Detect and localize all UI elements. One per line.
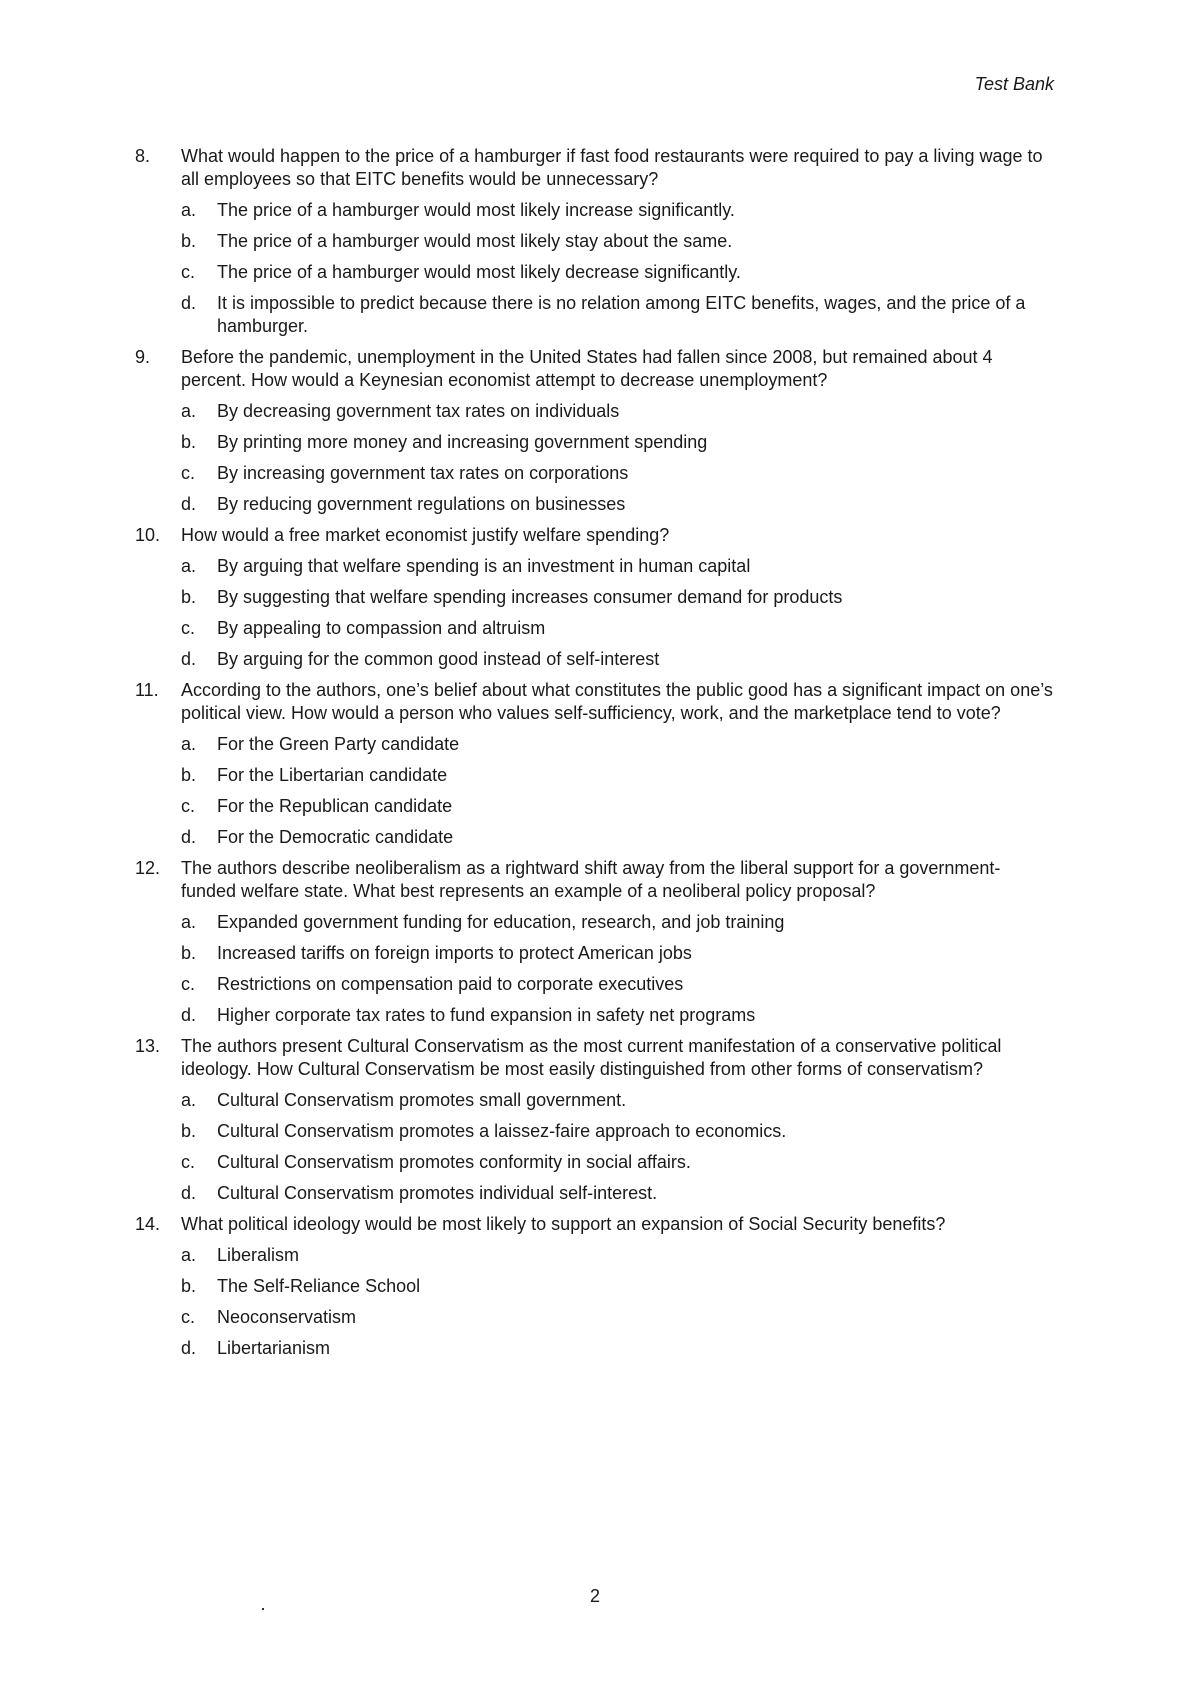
stray-dot-mark [262,1608,264,1610]
answer-options [135,199,1055,338]
answer-options [135,555,1055,671]
question-text: What would happen to the price of a hamburger if fast food restaurants were required to pay a living wage to all employees so that EITC benefits would be unnecessary? [181,146,1043,189]
option-letter: d. [181,1005,197,1025]
option-letter: b. [181,765,197,785]
option-text: The Self-Reliance School [217,1276,421,1296]
question-text: According to the authors, one’s belief about what constitutes the public good has a significant impact on one’s political view. How would a person who values self-sufficiency, work, and the marketplace tend to vote? [181,680,1053,723]
option-text: Cultural Conservatism promotes a laissez-faire approach to economics. [217,1121,787,1141]
answer-option [135,764,1055,787]
answer-option [135,230,1055,253]
answer-option [135,648,1055,671]
option-text: For the Green Party candidate [217,734,460,754]
question-number: 10. [135,525,161,545]
answer-option [135,1182,1055,1205]
option-letter: b. [181,1121,197,1141]
option-letter: c. [181,1152,196,1172]
option-letter: a. [181,401,197,421]
option-letter: c. [181,796,196,816]
option-letter: d. [181,1338,197,1358]
answer-option [135,733,1055,756]
option-text: By appealing to compassion and altruism [217,618,546,638]
answer-option [135,431,1055,454]
answer-options [135,1244,1055,1360]
option-letter: c. [181,463,196,483]
answer-option [135,1275,1055,1298]
option-text: The price of a hamburger would most likely increase significantly. [217,200,735,220]
answer-options [135,1089,1055,1205]
option-letter: b. [181,943,197,963]
answer-option [135,462,1055,485]
option-letter: a. [181,1090,197,1110]
question-number: 12. [135,858,161,878]
option-text: For the Libertarian candidate [217,765,448,785]
option-text: The price of a hamburger would most likely stay about the same. [217,231,733,251]
option-text: Cultural Conservatism promotes small government. [217,1090,627,1110]
question-item-7 [135,1213,1055,1360]
answer-option [135,292,1055,338]
question-item-2 [135,346,1055,516]
option-text: The price of a hamburger would most likely decrease significantly. [217,262,741,282]
answer-option [135,973,1055,996]
option-text: Restrictions on compensation paid to corporate executives [217,974,684,994]
option-letter: b. [181,587,197,607]
option-letter: b. [181,231,197,251]
answer-option [135,555,1055,578]
option-text: Cultural Conservatism promotes conformity in social affairs. [217,1152,691,1172]
option-letter: b. [181,432,197,452]
answer-option [135,1337,1055,1360]
option-letter: c. [181,618,196,638]
option-letter: c. [181,1307,196,1327]
option-letter: b. [181,1276,197,1296]
answer-options [135,911,1055,1027]
option-text: By increasing government tax rates on corporations [217,463,629,483]
option-letter: a. [181,734,197,754]
answer-option [135,1306,1055,1329]
answer-option [135,911,1055,934]
option-letter: a. [181,1245,197,1265]
question-number: 8. [135,146,151,166]
answer-option [135,586,1055,609]
question-item-5 [135,857,1055,1027]
question-text: The authors present Cultural Conservatism as the most current manifestation of a conservative political ideology. How Cultural Conservatism be most easily distinguished from other forms of conservatism? [181,1036,1002,1079]
option-text: By printing more money and increasing government spending [217,432,708,452]
answer-option [135,493,1055,516]
answer-options [135,400,1055,516]
question-number: 11. [135,680,159,700]
answer-option [135,1089,1055,1112]
answer-option [135,199,1055,222]
option-letter: a. [181,912,197,932]
question-text: What political ideology would be most likely to support an expansion of Social Security benefits? [181,1214,946,1234]
page-header-title: Test Bank [974,74,1054,94]
answer-option [135,795,1055,818]
answer-option [135,617,1055,640]
option-text: Higher corporate tax rates to fund expansion in safety net programs [217,1005,756,1025]
option-text: Liberalism [217,1245,300,1265]
option-letter: c. [181,262,196,282]
option-text: Cultural Conservatism promotes individual self-interest. [217,1183,658,1203]
option-text: By arguing that welfare spending is an investment in human capital [217,556,751,576]
option-letter: d. [181,827,197,847]
question-item-6 [135,1035,1055,1205]
answer-option [135,826,1055,849]
question-item-1 [135,145,1055,338]
option-text: By decreasing government tax rates on individuals [217,401,620,421]
question-text: How would a free market economist justify welfare spending? [181,525,670,545]
option-text: For the Democratic candidate [217,827,454,847]
answer-option [135,1004,1055,1027]
option-letter: d. [181,649,197,669]
question-number: 13. [135,1036,161,1056]
answer-options [135,733,1055,849]
question-text: The authors describe neoliberalism as a rightward shift away from the liberal support for a government-funded welfare state. What best represents an example of a neoliberal policy proposal? [181,858,1001,901]
question-text: Before the pandemic, unemployment in the United States had fallen since 2008, but remained about 4 percent. How would a Keynesian economist attempt to decrease unemployment? [181,347,993,390]
option-text: By reducing government regulations on businesses [217,494,626,514]
option-letter: a. [181,556,197,576]
option-text: For the Republican candidate [217,796,453,816]
answer-option [135,1151,1055,1174]
answer-option [135,1120,1055,1143]
option-letter: c. [181,974,196,994]
option-letter: d. [181,1183,197,1203]
option-text: Neoconservatism [217,1307,357,1327]
option-letter: a. [181,200,197,220]
option-text: Expanded government funding for education, research, and job training [217,912,785,932]
option-letter: d. [181,293,197,313]
answer-option [135,942,1055,965]
answer-option [135,400,1055,423]
question-list [135,145,1055,1368]
option-text: By arguing for the common good instead of self-interest [217,649,660,669]
option-letter: d. [181,494,197,514]
answer-option [135,1244,1055,1267]
page-number: 2 [589,1586,600,1606]
question-item-4 [135,679,1055,849]
option-text: Increased tariffs on foreign imports to protect American jobs [217,943,692,963]
question-number: 9. [135,347,151,367]
option-text: It is impossible to predict because there is no relation among EITC benefits, wages, and the price of a hamburger. [217,293,1026,336]
option-text: Libertarianism [217,1338,331,1358]
question-item-3 [135,524,1055,671]
option-text: By suggesting that welfare spending increases consumer demand for products [217,587,843,607]
answer-option [135,261,1055,284]
question-number: 14. [135,1214,161,1234]
